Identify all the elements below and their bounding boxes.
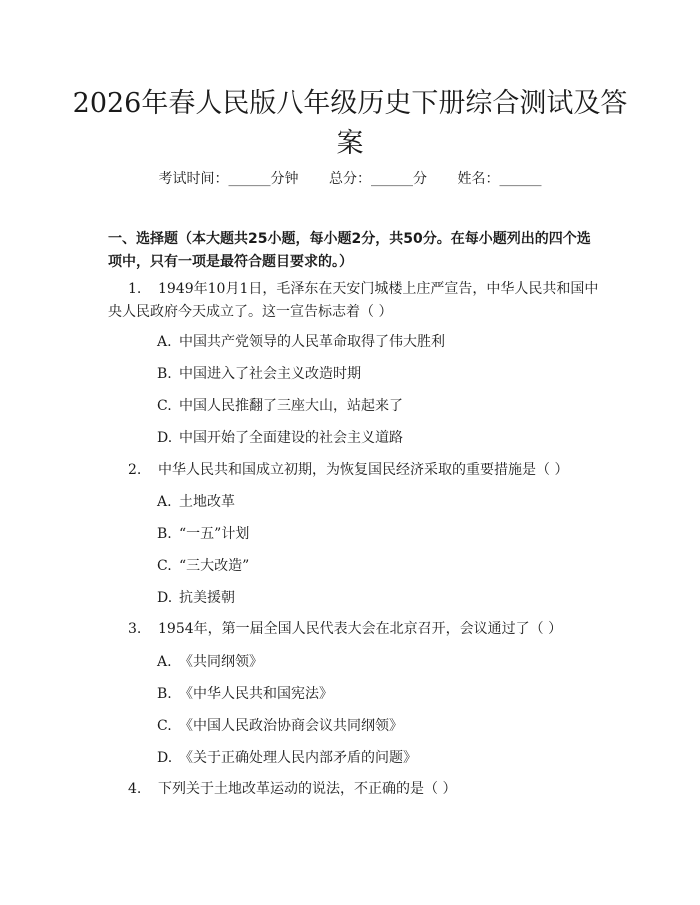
question-number: 3. [128, 621, 142, 637]
question-1-option-b [157, 364, 361, 384]
question-4 [108, 778, 600, 801]
option-text: 土地改革 [179, 494, 235, 510]
option-letter: C. [157, 398, 172, 414]
question-3 [108, 618, 600, 641]
question-number: 1. [128, 281, 142, 297]
question-1-option-d [157, 428, 403, 448]
option-letter: A. [157, 494, 172, 510]
option-text: “三大改造” [179, 558, 250, 574]
question-3-option-d [157, 748, 417, 768]
option-text: 《中华人民共和国宪法》 [179, 686, 333, 702]
exam-meta [0, 168, 700, 188]
exam-time-field: 考试时间：______分钟 [158, 171, 299, 187]
option-text: 中国进入了社会主义改造时期 [179, 366, 361, 382]
question-1-option-c [157, 396, 403, 416]
student-name-field: 姓名：______ [457, 171, 542, 187]
question-2 [108, 459, 600, 482]
question-1 [108, 278, 600, 324]
question-2-option-a [157, 492, 235, 512]
option-text: 中国共产党领导的人民革命取得了伟大胜利 [179, 334, 445, 350]
question-3-option-c [157, 716, 403, 736]
section-heading: 一、选择题（本大题共25小题，每小题2分，共50分。在每小题列出的四个选项中，只有一项是最符合题目要求的。） [108, 231, 591, 270]
question-3-option-b [157, 684, 333, 704]
option-text: 抗美援朝 [179, 590, 235, 606]
option-text: 《关于正确处理人民内部矛盾的问题》 [179, 750, 417, 766]
option-letter: A. [157, 334, 172, 350]
exam-title: 2026年春人民版八年级历史下册综合测试及答案 [72, 88, 628, 159]
option-text: 《共同纲领》 [179, 654, 263, 670]
question-number: 4. [128, 781, 142, 797]
option-text: 中国人民推翻了三座大山，站起来了 [179, 398, 403, 414]
question-stem: 1949年10月1日，毛泽东在天安门城楼上庄严宣告，中华人民共和国中央人民政府今天成立了。这一宣告标志着（ ） [108, 281, 599, 320]
option-text: “一五”计划 [179, 526, 250, 542]
option-letter: A. [157, 654, 172, 670]
option-text: 中国开始了全面建设的社会主义道路 [179, 430, 403, 446]
question-stem: 下列关于土地改革运动的说法，不正确的是（ ） [158, 781, 457, 797]
question-stem: 中华人民共和国成立初期，为恢复国民经济采取的重要措施是（ ） [158, 462, 569, 478]
question-1-option-a [157, 332, 445, 352]
option-letter: D. [157, 430, 173, 446]
question-number: 2. [128, 462, 142, 478]
question-stem: 1954年，第一届全国人民代表大会在北京召开，会议通过了（ ） [158, 621, 563, 637]
option-letter: B. [157, 526, 172, 542]
option-letter: B. [157, 366, 172, 382]
option-letter: B. [157, 686, 172, 702]
question-2-option-d [157, 588, 235, 608]
option-letter: C. [157, 558, 172, 574]
question-2-option-c [157, 556, 249, 576]
option-text: 《中国人民政治协商会议共同纲领》 [179, 718, 403, 734]
total-score-field: 总分：______分 [329, 171, 427, 187]
question-3-option-a [157, 652, 263, 672]
question-2-option-b [157, 524, 249, 544]
option-letter: D. [157, 750, 173, 766]
option-letter: C. [157, 718, 172, 734]
option-letter: D. [157, 590, 173, 606]
